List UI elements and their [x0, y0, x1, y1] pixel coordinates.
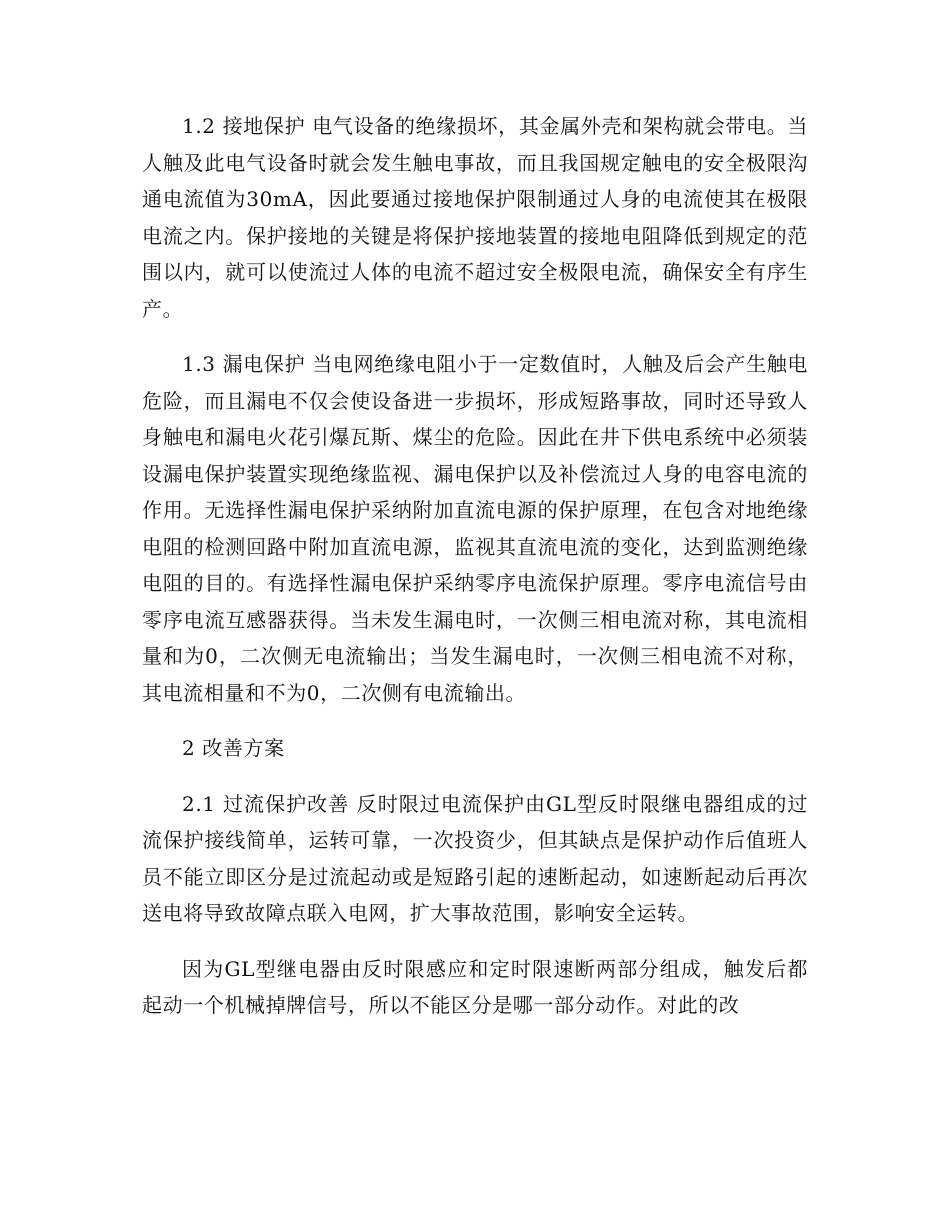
document-body — [142, 108, 808, 1043]
paragraph-overcurrent-improvement: 2.1 过流保护改善 反时限过电流保护由GL型反时限继电器组成的过流保护接线简单，运转可靠，一次投资少，但其缺点是保护动作后值班人员不能立即区分是过流起动或是短路引起的速断起动，如速断起动后再次送电将导致故障点联入电网，扩大事故范围，影响安全运转。 — [142, 791, 808, 925]
paragraph-gl-relay: 因为GL型继电器由反时限感应和定时限速断两部分组成，触发后都起动一个机械掉牌信号，所以不能区分是哪一部分动作。对此的改 — [142, 956, 808, 1017]
section-heading-improvement-plan: 2 改善方案 — [182, 736, 285, 760]
paragraph-leakage-protection: 1.3 漏电保护 当电网绝缘电阻小于一定数值时，人触及后会产生触电危险，而且漏电不仅会使设备进一步损坏，形成短路事故，同时还导致人身触电和漏电火花引爆瓦斯、煤尘的危险。因此在井下供电系统中必须装设漏电保护装置实现绝缘监视、漏电保护以及补偿流过人身的电容电流的作用。无选择性漏电保护采纳附加直流电源的保护原理，在包含对地绝缘电阻的检测回路中附加直流电源，监视其直流电流的变化，达到监测绝缘电阻的目的。有选择性漏电保护采纳零序电流保护原理。零序电流信号由零序电流互感器获得。当未发生漏电时，一次侧三相电流对称，其电流相量和为0，二次侧无电流输出；当发生漏电时，一次侧三相电流不对称，其电流相量和不为0，二次侧有电流输出。 — [142, 352, 808, 705]
paragraph-grounding-protection: 1.2 接地保护 电气设备的绝缘损坏，其金属外壳和架构就会带电。当人触及此电气设备时就会发生触电事故，而且我国规定触电的安全极限沟通电流值为30mA，因此要通过接地保护限制通过人身的电流使其在极限电流之内。保护接地的关键是将保护接地装置的接地电阻降低到规定的范围以内，就可以使流过人体的电流不超过安全极限电流，确保安全有序生产。 — [142, 114, 808, 321]
